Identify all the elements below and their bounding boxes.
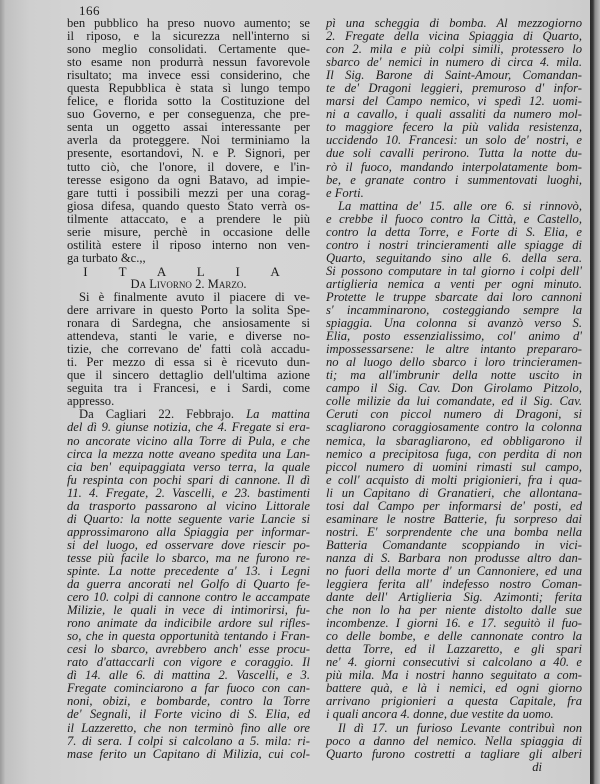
paragraph-line: contro la detta Torre, e Forte di S. Elia, e bbox=[326, 224, 582, 239]
paragraph-line: presente, esortandovi, N. e P. Signori, per bbox=[67, 146, 310, 161]
paragraph-line: Il Sig. Barone di Saint-Amour, Comandan- bbox=[326, 68, 582, 83]
paragraph-line: no al luogo dello sbarco i loro trincieramen- bbox=[326, 355, 582, 370]
paragraph-line: Batteria Comandante scoppiando in vici- bbox=[326, 537, 582, 552]
paragraph-line: Protette le truppe sbarcate dai loro cannoni bbox=[326, 289, 582, 304]
paragraph-line: colle milizie da lui comandate, ed il Sig. Cav. bbox=[326, 394, 582, 409]
paragraph-line: con 2. mila e più colpi simili, protessero lo bbox=[326, 42, 582, 57]
paragraph-line: campo il Sig. Cav. Don Girolamo Pitzolo, bbox=[326, 381, 582, 396]
paragraph-line: to maggiore fecero la più valida resistenza, bbox=[326, 120, 582, 135]
right-column bbox=[326, 17, 582, 774]
paragraph-line: poco a danno del nemico. Nella spiaggia di bbox=[326, 733, 582, 748]
paragraph-line: dere arrivare in questo Porto la solita Spe- bbox=[67, 303, 310, 318]
paragraph-line: attendeva, stanti le varie, e diverse no- bbox=[67, 329, 310, 344]
paragraph-line: so, che in questa opportunità tentando i Fran- bbox=[67, 629, 310, 644]
paragraph-line: sono meglio consolidati. Certamente que- bbox=[67, 42, 310, 57]
section-heading: I T A L I A bbox=[83, 263, 294, 279]
paragraph-line: te de' Dragoni leggieri, premuroso d' infor- bbox=[326, 81, 582, 96]
paragraph-line: impossessarsene: le altre intanto prepararo- bbox=[326, 342, 582, 357]
paragraph-line: Elia, posto essenzialissimo, col' animo d' bbox=[326, 329, 582, 344]
paragraph-line: cia ben' equipaggiata verso terra, la quale bbox=[67, 459, 310, 474]
paragraph-line: Il dì 17. un furioso Levante contribuì non bbox=[338, 720, 582, 735]
paragraph-line: appresso. bbox=[67, 394, 115, 409]
paragraph-line: no fuori della morte d' un Cannoniere, ed una bbox=[326, 563, 582, 578]
paragraph-line: il riposo, e la sicurezza nell'interno si bbox=[67, 29, 310, 44]
catchword: di bbox=[532, 759, 542, 774]
paragraph-line: i quali ancora 4. donne, due vestite da uomo. bbox=[326, 707, 554, 722]
dateline-inline: Da Cagliari 22. Febbrajo. bbox=[79, 407, 247, 422]
dateline: Da Livorno 2. Marzo. bbox=[130, 276, 247, 291]
paragraph-line: dì 14. alle 6. di mattina 2. Vascelli, e 3. bbox=[67, 668, 310, 683]
italic-text: La mattina bbox=[246, 407, 310, 422]
paragraph-line: senta un oggetto assai interessante per bbox=[67, 120, 310, 135]
paragraph-line: incombenze. I giorni 16. e 17. seguitò il fuo- bbox=[326, 616, 582, 631]
paragraph-line: questa Repubblica è stata sì lungo tempo bbox=[67, 81, 310, 96]
paragraph-line: tesse più facile lo sbarco, ma ne furono re- bbox=[67, 550, 310, 565]
page-number: 166 bbox=[79, 3, 100, 18]
paragraph-line: da guerra ancorati nel Golfo di Quarto fe- bbox=[67, 577, 310, 592]
paragraph-line: e coll' acquisto di molti prigionieri, fra i qua- bbox=[326, 472, 582, 487]
paragraph-line: 2. Fregate della vicina Spiaggia di Quarto, bbox=[326, 29, 582, 44]
paragraph-line: da trasporto passarono al vicino Littorale bbox=[67, 498, 310, 513]
paragraph-line: co delle bombe, e delle cannonate contro la bbox=[326, 629, 582, 644]
paragraph-line: suo Governo, e per conseguenza, che pre- bbox=[67, 107, 310, 122]
paragraph-line: ni a cavallo, i quali assaliti da numero mol- bbox=[326, 107, 582, 122]
paragraph-line: spinte. La notte precedente a' 13. i Legni bbox=[67, 563, 310, 578]
paragraph-line: li un Capitano di Granatieri, che allontana- bbox=[326, 485, 582, 500]
paragraph-line: nostri. E' sorprendente che una bomba nella bbox=[326, 524, 582, 539]
paragraph-line: approssimarono alla Spiaggia per informar- bbox=[67, 524, 310, 539]
paragraph-line: giosa difesa, quando questo Stato verrà os- bbox=[67, 198, 310, 213]
paragraph-line: rò il fuoco, mandando interpolatamente bom- bbox=[326, 159, 582, 174]
paragraph-line: sto esame non produrrà nessun favorevole bbox=[67, 55, 310, 70]
paragraph-line: risultato; ma invece essi considerino, che bbox=[67, 68, 310, 83]
paragraph-line: leggiera ferita all' indefesso nostro Coman- bbox=[326, 577, 582, 592]
paragraph-line: no ancorate vicino alla Torre di Pula, e che bbox=[67, 433, 310, 448]
paragraph-line: che non lo ha per niente distolto dalle sue bbox=[326, 603, 582, 618]
paragraph-line: seguita tra i Francesi, e i Sardi, come bbox=[67, 381, 310, 396]
paragraph-line: piccol numero di uomini rimasti sul campo, bbox=[326, 459, 582, 474]
left-column bbox=[67, 17, 310, 761]
paragraph-line: scagliarono coraggiosamente contro la colonna bbox=[326, 420, 582, 435]
paragraph-line: ronara di Sardegna, che ansiosamente si bbox=[67, 316, 310, 331]
paragraph-line: gare tutti i possibili mezzi per una corag- bbox=[67, 185, 310, 200]
paragraph-line: artiglieria nemica a venti per ogni minuto. bbox=[326, 276, 582, 291]
page-edge-frame bbox=[590, 0, 600, 784]
paragraph-line: teresse esigono da ogni Batavo, ad impie- bbox=[67, 172, 310, 187]
paragraph-line: ti; ma all'imbrunir della notte uscito in bbox=[326, 368, 582, 383]
paragraph-line: il Lazzeretto, che non terminò fino alle ore bbox=[67, 720, 310, 735]
paragraph-line: nemico a precipitosa fuga, con perdita di non bbox=[326, 446, 582, 461]
page-gutter-shadow bbox=[0, 0, 6, 784]
paragraph-line: arrivano prigionieri a questa Capitale, fra bbox=[326, 694, 582, 709]
paragraph-line: ga turbato &c.,, bbox=[67, 250, 146, 265]
paragraph-line: nemica, la sbaragliarono, ed obbligarono il bbox=[326, 433, 582, 448]
paragraph-line: mase ferito un Capitano di Milizia, cui col- bbox=[67, 746, 310, 761]
paragraph-line: de' Segnali, il Forte vicino di S. Elia, ed bbox=[67, 707, 310, 722]
paragraph-line: 7. di sera. I colpi si calcolano a 5. mila: ri- bbox=[67, 733, 310, 748]
paragraph-line: nanza di S. Barbara non produsse altro dan- bbox=[326, 550, 582, 565]
paragraph-line: Fregate cominciarono a far fuoco con can- bbox=[67, 681, 310, 696]
paragraph-line: Si possono computare in tal giorno i colpi dell' bbox=[326, 263, 582, 278]
paragraph-line: marsi del Campo nemico, vi spedì 12. uomi- bbox=[326, 94, 582, 109]
paragraph-line: spiaggia. Una colonna si avanzò verso S. bbox=[326, 316, 582, 331]
paragraph-line: detta Torre, ed il Lazzaretto, e gli spari bbox=[326, 642, 582, 657]
paragraph-line: tizie, che correvano de' fatti colà accadu- bbox=[67, 342, 310, 357]
paragraph-line: cero 10. colpi di cannone contro le accampate bbox=[67, 590, 310, 605]
paragraph-line: uccidendo 10. Francesi: un solo de' nostri, e bbox=[326, 133, 582, 148]
paragraph-line: circa la mezza notte aveano spedita una Lan- bbox=[67, 446, 310, 461]
paragraph-line: ostilità estere il riposo interno non ven- bbox=[67, 237, 310, 252]
paragraph-line: Si è finalmente avuto il piacere di ve- bbox=[79, 289, 310, 304]
paragraph-line: dante dell' Artiglieria Sig. Azimonti; ferita bbox=[326, 590, 582, 605]
paragraph-line: ben pubblico ha preso nuovo aumento; se bbox=[67, 16, 310, 30]
paragraph-line: que il sincero dettaglio dell'ultima azione bbox=[67, 368, 310, 383]
paragraph-line: ne' 4. giorni consecutivi si calcolano a 40. e bbox=[326, 655, 582, 670]
paragraph-line: più mila. Ma i nostri hanno seguitato a com- bbox=[326, 668, 582, 683]
paragraph-line: noni, obizi, e bombarde, contro la Torre bbox=[67, 694, 310, 709]
paragraph-line: Ceruti con piccol numero di Dragoni, si bbox=[326, 407, 582, 422]
paragraph-line: sbarco de' nemici in numero di circa 4. mila. bbox=[326, 55, 582, 70]
paragraph-line: rono animate da indicibile ardore sul rifles- bbox=[67, 616, 310, 631]
paragraph-line: tutto ciò, che l'onore, il dovere, e l'in- bbox=[67, 159, 310, 174]
paragraph-line: esaminare le nostre Batterie, fu sorpreso dai bbox=[326, 511, 582, 526]
paragraph-line: e Forti. bbox=[326, 185, 364, 200]
paragraph-line: 11. 4. Fregate, 2. Vascelli, e 23. bastimenti bbox=[67, 485, 310, 500]
paragraph-line: Milizie, le quali in vece di intimorirsi, fu- bbox=[67, 603, 310, 618]
paragraph-line: fu respinta con pochi spari di cannone. Il dì bbox=[67, 472, 310, 487]
paragraph-line: si del luogo, ed osservare dove riescir po- bbox=[67, 537, 310, 552]
paragraph-line: s' incamminarono, costeggiando sempre la bbox=[326, 303, 582, 318]
paragraph-line: be, e granate contro i summentovati luoghi, bbox=[326, 172, 582, 187]
paragraph-line: felice, e florida sotto la Costituzione del bbox=[67, 94, 310, 109]
paragraph-line: cesi lo sbarco, avrebbero anch' esse procu- bbox=[67, 642, 310, 657]
paragraph-line: pì una scheggia di bomba. Al mezzogiorno bbox=[326, 16, 582, 30]
bleed-through-texture bbox=[60, 735, 560, 748]
paragraph-line: averla da proteggere. Noi terminiamo la bbox=[67, 133, 310, 148]
paragraph-line: rato d'attaccarli con vigore e coraggio. Il bbox=[67, 655, 310, 670]
paragraph-line: del dì 9. giunse notizia, che 4. Fregate si era- bbox=[67, 420, 310, 435]
paragraph-line: La mattina de' 15. alle ore 6. si rinnovò, bbox=[338, 198, 582, 213]
paragraph-line: Quarto furono costretti a tagliare gli alberi bbox=[326, 746, 582, 761]
paragraph-line: Quarto, seguitando sino alle 6. della sera. bbox=[326, 250, 582, 265]
paragraph-line: e crebbe il fuoco contro la Città, e Castello, bbox=[326, 211, 582, 226]
paragraph-line: tilmente attaccato, e a prendere le più bbox=[67, 211, 310, 226]
paragraph-line: ti. Per mezzo di essa si è ricevuto dun- bbox=[67, 355, 310, 370]
paragraph-line: serie misure, perchè in occasione delle bbox=[67, 224, 310, 239]
paragraph-line: tosi dal Campo per informarsi de' posti, ed bbox=[326, 498, 582, 513]
paragraph-line: due soli cavalli perirono. Tutta la notte du- bbox=[326, 146, 582, 161]
paragraph-line: contro i nostri trincieramenti alle spiagge di bbox=[326, 237, 582, 252]
paragraph-line: di Quarto: la notte seguente varie Lancie si bbox=[67, 511, 310, 526]
paragraph-line: battere quà, e là i nemici, ed ogni giorno bbox=[326, 681, 582, 696]
